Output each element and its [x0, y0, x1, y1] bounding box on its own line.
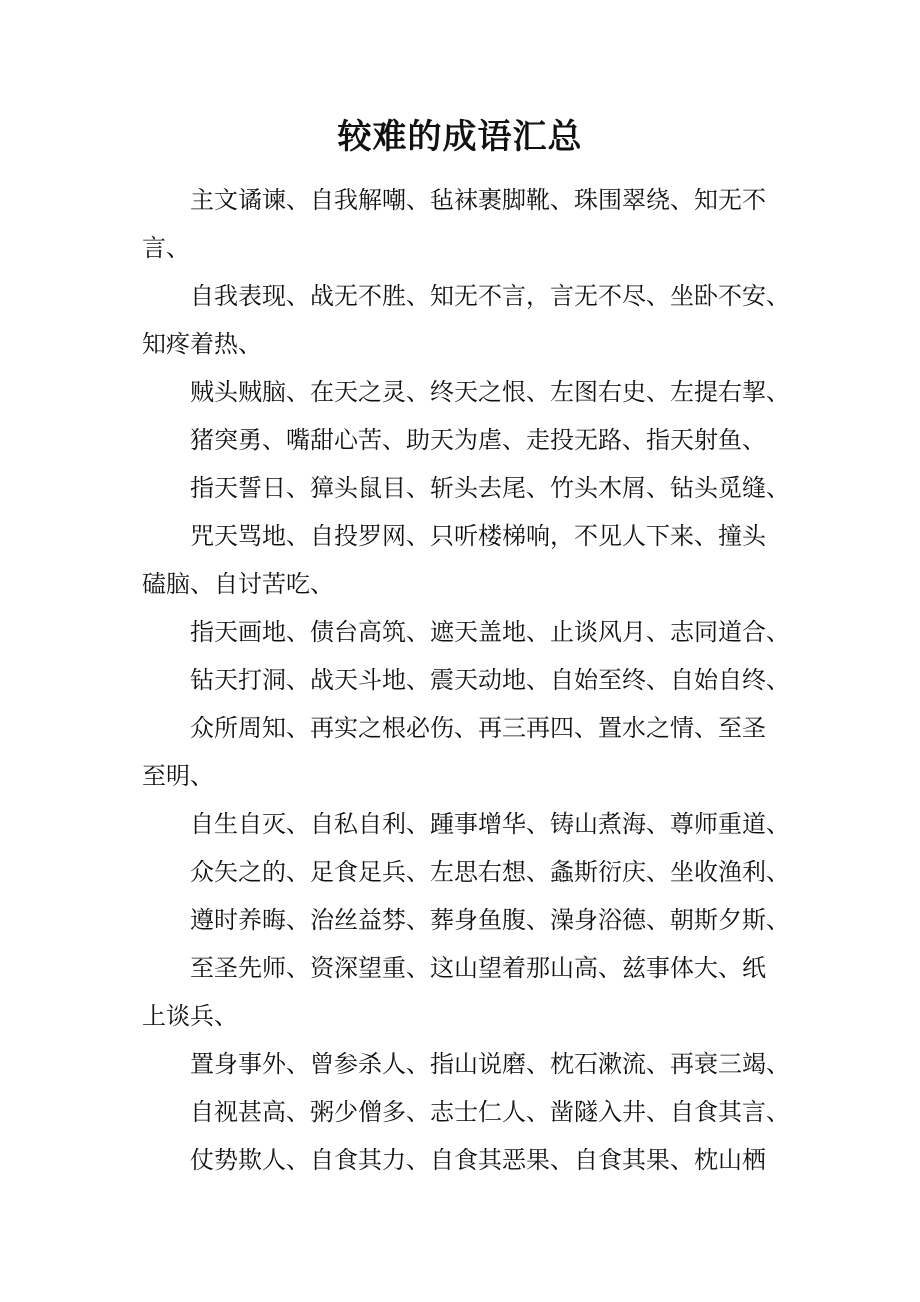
paragraph	[142, 176, 802, 272]
text-line: 指天画地、债台高筑、遮天盖地、止谈风月、志同道合、	[190, 618, 790, 646]
paragraph	[142, 272, 802, 368]
text-line: 众所周知、再实之根必伤、再三再四、置水之情、至圣	[190, 714, 766, 742]
document-body	[142, 176, 802, 1184]
paragraph	[142, 1136, 802, 1184]
text-line: 众矢之的、足食足兵、左思右想、螽斯衍庆、坐收渔利、	[190, 858, 790, 886]
paragraph	[142, 1040, 802, 1088]
text-line: 咒天骂地、自投罗网、只听楼梯响，不见人下来、撞头	[190, 522, 766, 550]
paragraph	[142, 464, 802, 512]
text-line: 主文谲谏、自我解嘲、毡袜裹脚靴、珠围翠绕、知无不	[190, 186, 766, 214]
text-line: 遵时养晦、治丝益棼、葬身鱼腹、澡身浴德、朝斯夕斯、	[190, 906, 790, 934]
text-line: 至明、	[142, 762, 214, 790]
paragraph	[142, 368, 802, 416]
document-title: 较难的成语汇总	[337, 117, 583, 157]
text-line: 贼头贼脑、在天之灵、终天之恨、左图右史、左提右挈、	[190, 378, 790, 406]
paragraph	[142, 704, 802, 800]
paragraph	[142, 656, 802, 704]
text-line: 猪突勇、嘴甜心苦、助天为虐、走投无路、指天射鱼、	[190, 426, 766, 454]
paragraph	[142, 896, 802, 944]
paragraph	[142, 416, 802, 464]
text-line: 言、	[142, 234, 190, 262]
text-line: 自我表现、战无不胜、知无不言，言无不尽、坐卧不安、	[190, 282, 790, 310]
text-line: 钻天打洞、战天斗地、震天动地、自始至终、自始自终、	[190, 666, 790, 694]
text-line: 上谈兵、	[142, 1002, 238, 1030]
paragraph	[142, 512, 802, 608]
paragraph	[142, 608, 802, 656]
text-line: 自生自灭、自私自利、踵事增华、铸山煮海、尊师重道、	[190, 810, 790, 838]
paragraph	[142, 800, 802, 848]
text-line: 至圣先师、资深望重、这山望着那山高、兹事体大、纸	[190, 954, 766, 982]
text-line: 知疼着热、	[142, 330, 262, 358]
paragraph	[142, 944, 802, 1040]
text-line: 置身事外、曾参杀人、指山说磨、枕石漱流、再衰三竭、	[190, 1050, 790, 1078]
text-line: 仗势欺人、自食其力、自食其恶果、自食其果、枕山栖	[190, 1146, 766, 1174]
text-line: 自视甚高、粥少僧多、志士仁人、凿隧入井、自食其言、	[190, 1098, 790, 1126]
text-line: 磕脑、自讨苦吃、	[142, 570, 334, 598]
paragraph	[142, 848, 802, 896]
text-line: 指天誓日、獐头鼠目、斩头去尾、竹头木屑、钻头觅缝、	[190, 474, 790, 502]
paragraph	[142, 1088, 802, 1136]
